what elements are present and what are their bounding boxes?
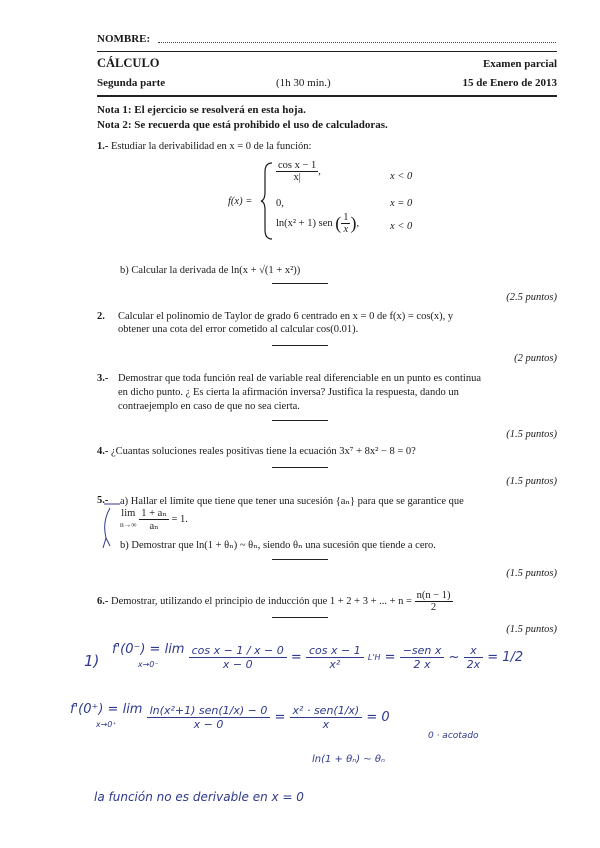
q6-frac-den: 2 <box>430 602 437 613</box>
q1-case1: $\frac{\text{cos x − 1}}{x|}$ , <box>278 160 321 183</box>
answer-l1-result: = 1/2 <box>487 649 524 665</box>
answer-l2-f2-num: x² · sen(1/x) <box>290 704 363 718</box>
nombre-label: NOMBRE: <box>97 33 151 45</box>
q3-number: 3.- <box>97 373 109 384</box>
answer-l2-sub: x→0⁺ <box>95 720 117 730</box>
answer-l1-frac4 <box>464 644 484 671</box>
answer-lhopital: L'H <box>367 652 381 662</box>
exam-date: 15 de Enero de 2013 <box>462 77 557 89</box>
q2-number: 2. <box>97 311 105 322</box>
answer-l1-lhs: f'(0⁻) = lim <box>112 642 185 657</box>
subject-title: CÁLCULO <box>97 56 160 70</box>
q5-lim-word: lim <box>121 508 136 519</box>
q5-limit <box>120 507 188 532</box>
note-1: Nota 1: El ejercicio se resolverá en esta hoja. <box>97 104 306 116</box>
q6-frac-num: n(n − 1) <box>416 590 451 601</box>
q3-line2: en dicho punto. ¿ Es cierta la afirmación inversa? Justifica la respuesta, dando un <box>118 387 459 398</box>
q6-statement <box>97 590 453 613</box>
q5-points: (1.5 puntos) <box>506 568 557 579</box>
answer-l2-f2-den: x <box>322 717 330 731</box>
q2-line1: Calcular el polinomio de Taylor de grado 6 centrado en x = 0 de f(x) = cos(x), y <box>118 311 454 322</box>
q5-lim-den: aₙ <box>149 521 159 532</box>
answer-l2-frac2 <box>290 704 363 731</box>
q1-case1-num: cos x − 1 <box>278 160 317 171</box>
q6-fraction <box>415 590 453 613</box>
q4-separator <box>272 467 328 468</box>
q5-lim-sub: n→∞ <box>120 519 137 529</box>
answer-l1-f3-num: −sen x <box>400 644 445 658</box>
q4-statement <box>97 446 416 457</box>
q1-case3: ln(x² + 1) sen ( $\frac{1}{x}$ ), <box>276 212 360 235</box>
q3-line3: contraejemplo en caso de que no sea cierta. <box>118 401 300 412</box>
answer-l2-frac1 <box>147 704 271 731</box>
answer-l1-frac3 <box>400 644 445 671</box>
exam-duration: (1h 30 min.) <box>276 77 331 89</box>
q1-case3-pre: ln(x² + 1) sen <box>276 218 333 229</box>
q5-part-a: a) Hallar el límite que tiene que tener una sucesión {aₙ} para que se garantice que <box>120 496 464 507</box>
q5-lim-rest: = 1. <box>171 514 188 525</box>
q5-part-b: b) Demostrar que ln(1 + θₙ) ~ θₙ, siendo θₙ una sucesión que tiende a cero. <box>120 540 436 551</box>
q1-text: Estudiar la derivabilidad en x = 0 de la función: <box>111 141 312 152</box>
answer-l1-f2-num: cos x − 1 <box>306 644 364 658</box>
q6-separator <box>272 617 328 618</box>
q5-separator <box>272 559 328 560</box>
q1-case2-condition: x = 0 <box>390 198 413 209</box>
q5-number: 5.- <box>97 495 109 506</box>
answer-label: 1) <box>84 652 100 670</box>
answer-l1-f4-num: x <box>464 644 484 658</box>
q4-number: 4.- <box>97 446 109 457</box>
q1-points: (2.5 puntos) <box>506 292 557 303</box>
answer-l1-f1-num: cos x − 1 / x − 0 <box>189 644 287 658</box>
q5-lim-num: 1 + aₙ <box>141 508 167 519</box>
answer-l1-frac2 <box>306 644 364 671</box>
answer-line2: f'(0⁺) = lim x→0⁺ $\frac{\text{ln(x²+1) sen(1/x) − 0}}{x - 0}$ = $\frac{\text{x² · sen(1/x)}}{x}$ = 0 <box>70 702 390 731</box>
q1-brace-icon <box>260 162 274 240</box>
q1-fx-label: f(x) = <box>228 196 253 207</box>
q1-case2: 0, <box>276 198 284 209</box>
exam-part: Segunda parte <box>97 77 166 89</box>
q1-case3-den: x <box>343 224 349 235</box>
answer-conclusion: la función no es derivable en x = 0 <box>94 790 304 804</box>
q3-points: (1.5 puntos) <box>506 429 557 440</box>
header-rule-bottom <box>97 95 557 97</box>
q2-line2: obtener una cota del error cometido al calcular cos(0.01). <box>118 324 359 335</box>
q1-case3-condition: x < 0 <box>390 221 413 232</box>
note-2: Nota 2: Se recuerda que está prohibido el uso de calculadoras. <box>97 119 388 131</box>
q1-statement <box>97 141 311 152</box>
answer-line1: f'(0⁻) = lim x→0⁻ $\frac{\text{cos x − 1 / x − 0}}{x - 0}$ = $\frac{\text{cos x − 1}}{\text{x²}}$ L'H = $\frac{\text{−sen x}}{2 x}$ ~ $\frac{x}{2x}$ = 1/2 <box>112 642 524 671</box>
answer-l1-sub: x→0⁻ <box>137 660 159 670</box>
answer-l2-result: = 0 <box>366 709 390 725</box>
q1-separator <box>272 283 328 284</box>
answer-l2-f1-num: ln(x²+1) sen(1/x) − 0 <box>147 704 271 718</box>
header-rule-top <box>97 51 557 52</box>
q4-points: (1.5 puntos) <box>506 476 557 487</box>
q1-number: 1.- <box>97 141 109 152</box>
answer-l1-f3-den: 2 x <box>413 657 431 671</box>
q6-points: (1.5 puntos) <box>506 624 557 635</box>
q6-text: Demostrar, utilizando el principio de inducción que 1 + 2 + 3 + ... + n = <box>111 596 412 607</box>
q6-number: 6.- <box>97 595 109 607</box>
answer-l1-f2-den: x² <box>329 657 341 671</box>
q2-separator <box>272 345 328 346</box>
q4-text: ¿Cuantas soluciones reales positivas tiene la ecuación 3x⁷ + 8x² − 8 = 0? <box>111 446 416 457</box>
q1-part-b: b) Calcular la derivada de ln(x + √(1 + x²)) <box>120 265 301 276</box>
answer-l2-under: ln(1 + θₙ) ~ θₙ <box>312 754 385 765</box>
q1-case1-fraction <box>276 160 318 183</box>
q3-line1: Demostrar que toda función real de variable real diferenciable en un punto es continua <box>118 373 481 384</box>
q1-case3-num: 1 <box>343 212 349 223</box>
q1-case1-condition: x < 0 <box>390 171 413 182</box>
answer-l2-note: 0 · acotado <box>428 731 479 741</box>
q5-limit-fraction <box>139 507 169 532</box>
answer-l2-f1-den: x − 0 <box>193 717 224 731</box>
answer-l1-f1-den: x − 0 <box>222 657 253 671</box>
nombre-dotted-line[interactable] <box>158 42 556 43</box>
q1-case1-den: x| <box>293 172 301 183</box>
exam-type: Examen parcial <box>482 58 557 70</box>
answer-l2-lhs: f'(0⁺) = lim <box>70 702 143 717</box>
q2-points: (2 puntos) <box>514 353 557 364</box>
answer-l1-frac1 <box>189 644 287 671</box>
q3-separator <box>272 420 328 421</box>
answer-l1-f4-den: 2x <box>466 657 481 671</box>
